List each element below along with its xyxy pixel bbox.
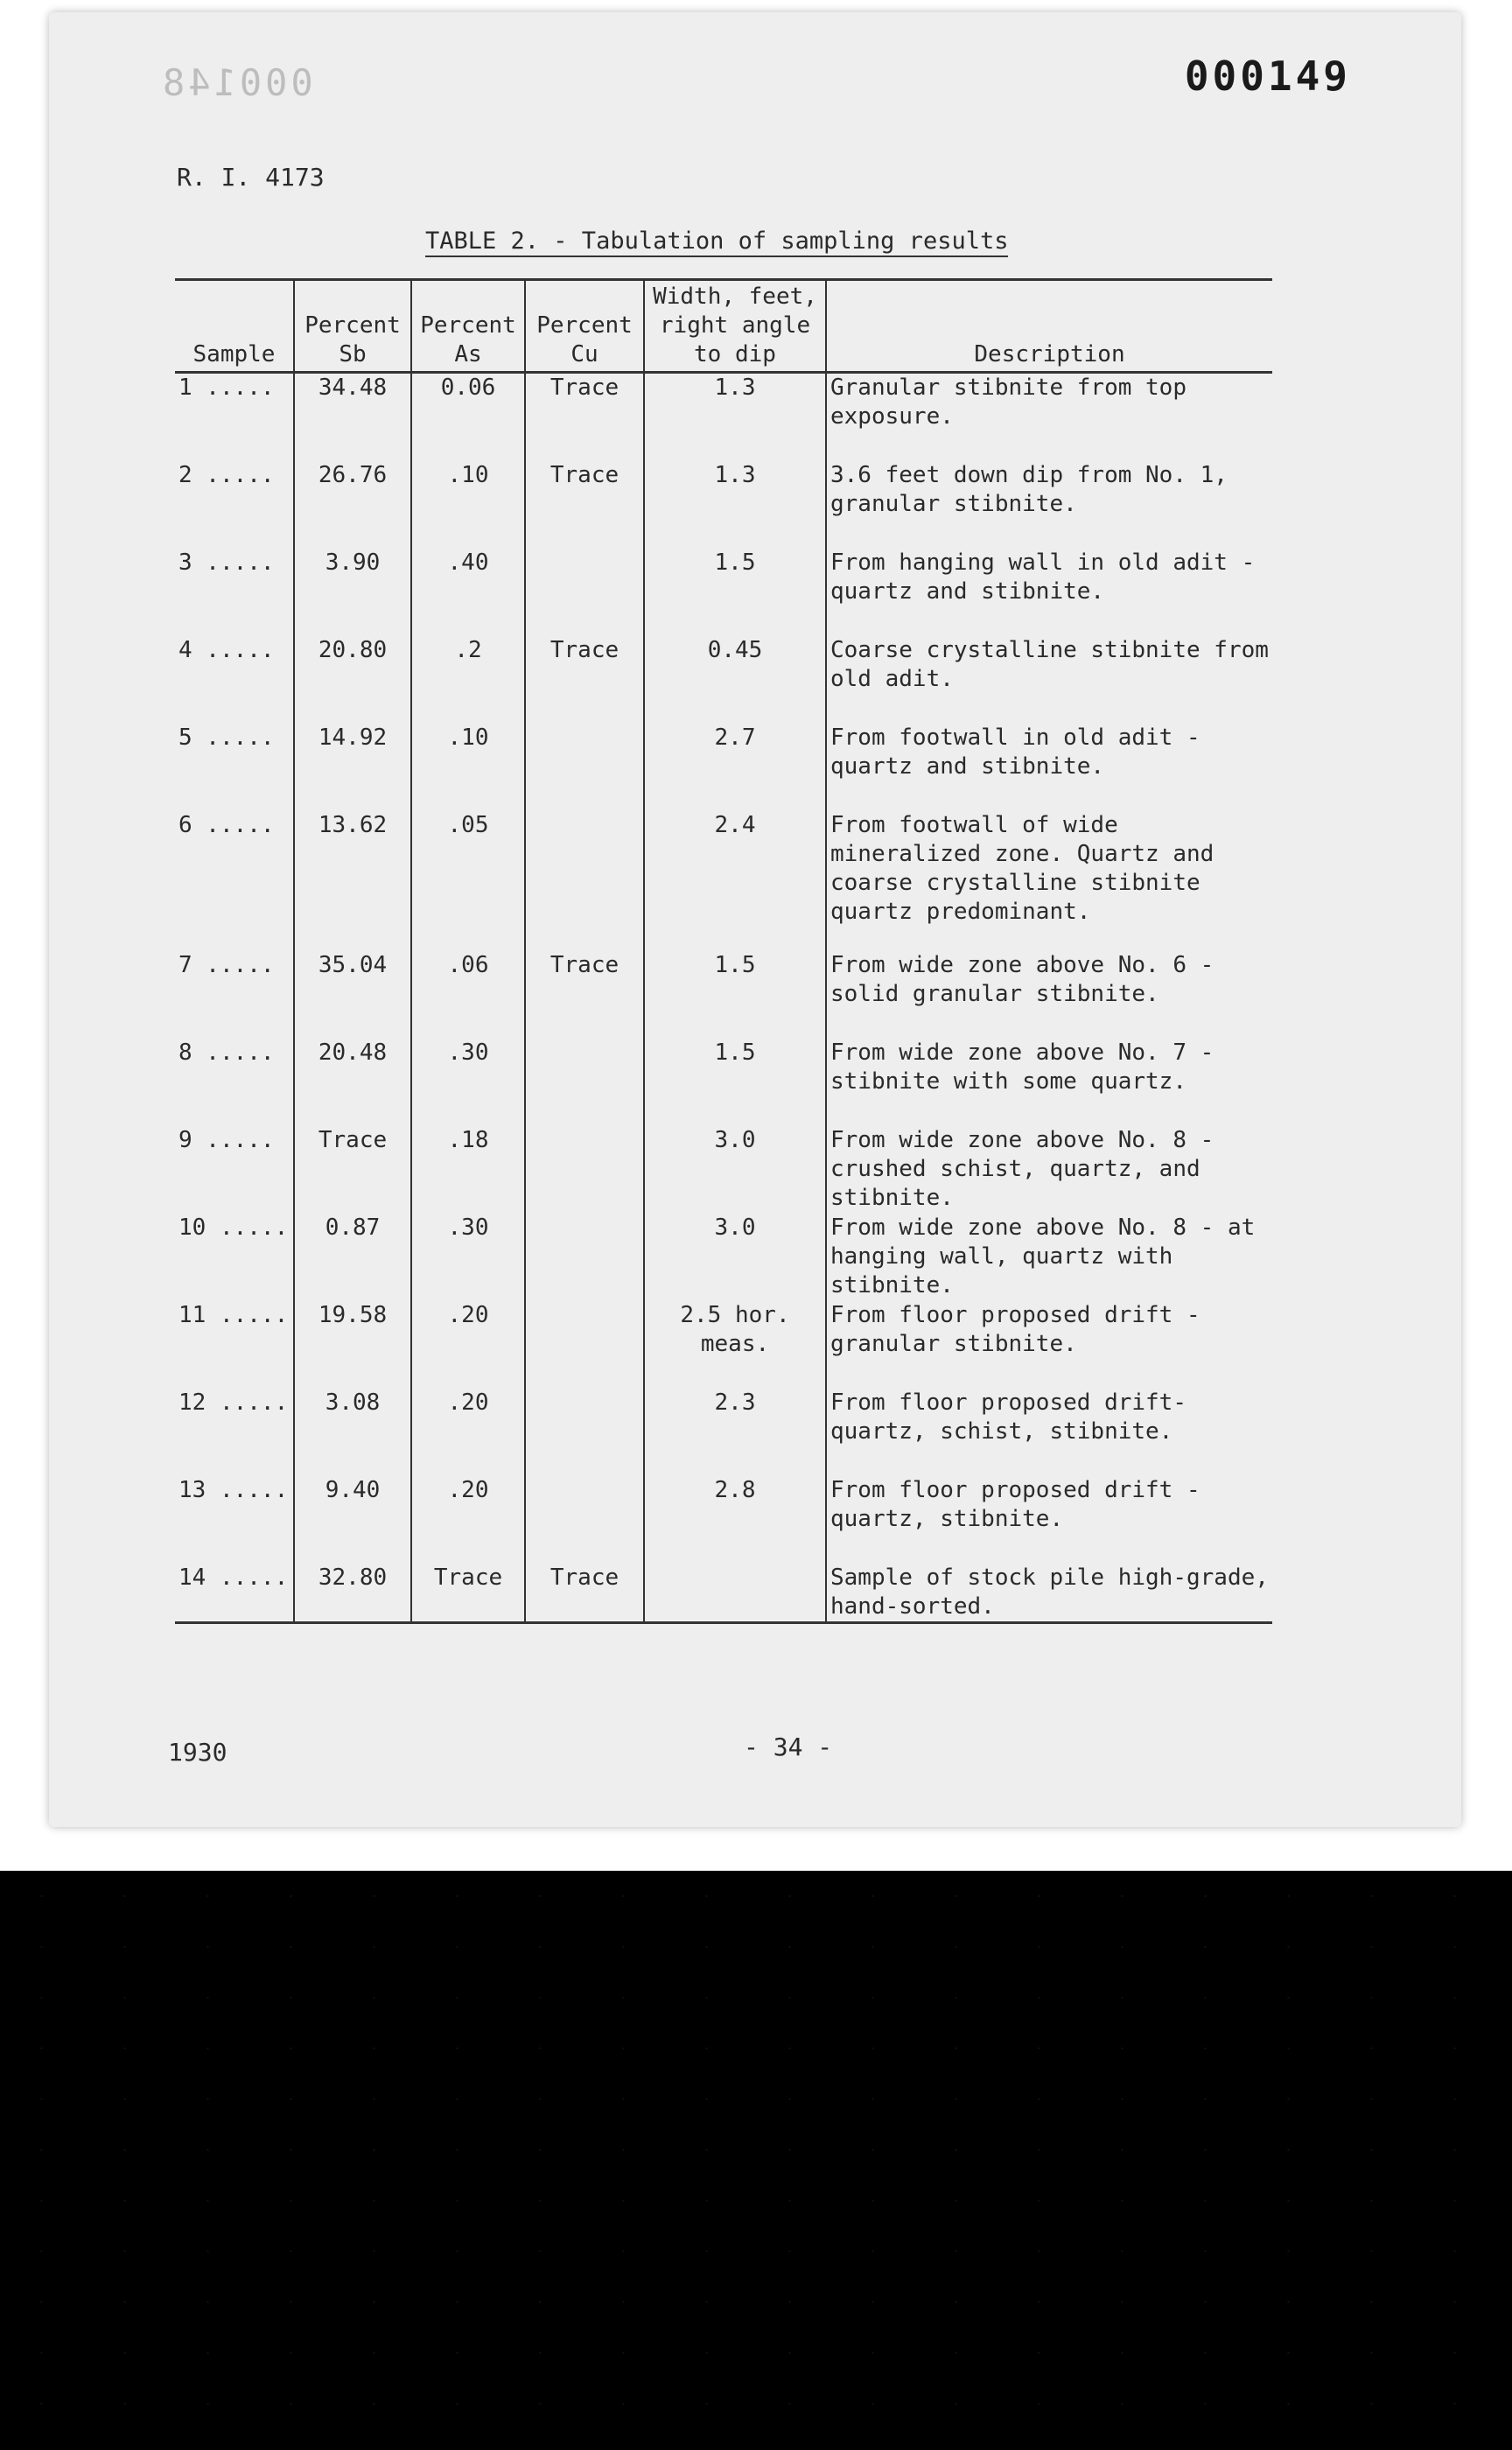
cell-cu bbox=[525, 549, 644, 636]
cell-cu bbox=[525, 724, 644, 811]
cell-as: .06 bbox=[411, 951, 525, 1039]
document-number: 000149 bbox=[1184, 52, 1351, 100]
report-id: R. I. 4173 bbox=[177, 163, 325, 192]
cell-width: 2.7 bbox=[644, 724, 826, 811]
cell-sb: 14.92 bbox=[294, 724, 411, 811]
cell-as: .30 bbox=[411, 1214, 525, 1301]
table-row bbox=[175, 373, 1272, 462]
cell-cu: Trace bbox=[525, 461, 644, 549]
cell-cu: Trace bbox=[525, 636, 644, 724]
cell-width: 2.3 bbox=[644, 1389, 826, 1476]
cell-width bbox=[644, 1564, 826, 1623]
empty-background bbox=[0, 1871, 1512, 2450]
cell-width: 1.5 bbox=[644, 1039, 826, 1126]
cell-width: 3.0 bbox=[644, 1126, 826, 1214]
table-row bbox=[175, 1126, 1272, 1214]
sampling-results-table bbox=[175, 278, 1272, 1624]
cell-sample: 3 ..... bbox=[178, 550, 275, 576]
cell-width: 1.3 bbox=[644, 373, 826, 462]
cell-sample: 10 ..... bbox=[178, 1214, 289, 1241]
cell-description: From hanging wall in old adit - quartz and stibnite. bbox=[826, 549, 1272, 636]
table-row bbox=[175, 1564, 1272, 1623]
cell-as: .10 bbox=[411, 461, 525, 549]
cell-width: 2.4 bbox=[644, 811, 826, 951]
cell-sample: 6 ..... bbox=[178, 812, 275, 838]
cell-sample: 4 ..... bbox=[178, 637, 275, 663]
cell-sb: 9.40 bbox=[294, 1476, 411, 1564]
cell-sb: 26.76 bbox=[294, 461, 411, 549]
cell-width: 3.0 bbox=[644, 1214, 826, 1301]
table-row bbox=[175, 951, 1272, 1039]
table-row bbox=[175, 811, 1272, 951]
table-row bbox=[175, 1301, 1272, 1389]
table-row bbox=[175, 549, 1272, 636]
table-row bbox=[175, 1476, 1272, 1564]
cell-description: Granular stibnite from top exposure. bbox=[826, 373, 1272, 462]
cell-as: .20 bbox=[411, 1476, 525, 1564]
cell-sample: 5 ..... bbox=[178, 724, 275, 751]
cell-description: From floor proposed drift- quartz, schist, stibnite. bbox=[826, 1389, 1272, 1476]
header-width: Width, feet, right angle to dip bbox=[644, 280, 826, 373]
cell-as: Trace bbox=[411, 1564, 525, 1623]
cell-sample: 9 ..... bbox=[178, 1127, 275, 1153]
cell-sb: 32.80 bbox=[294, 1564, 411, 1623]
cell-description: From wide zone above No. 8 - at hanging wall, quartz with stibnite. bbox=[826, 1214, 1272, 1301]
cell-description: From floor proposed drift - quartz, stibnite. bbox=[826, 1476, 1272, 1564]
cell-as: .40 bbox=[411, 549, 525, 636]
cell-width: 1.5 bbox=[644, 951, 826, 1039]
cell-description: 3.6 feet down dip from No. 1, granular stibnite. bbox=[826, 461, 1272, 549]
cell-sb: 3.90 bbox=[294, 549, 411, 636]
cell-sample: 12 ..... bbox=[178, 1390, 289, 1416]
cell-as: .10 bbox=[411, 724, 525, 811]
cell-as: .30 bbox=[411, 1039, 525, 1126]
cell-sample: 7 ..... bbox=[178, 952, 275, 978]
cell-description: Coarse crystalline stibnite from old adit. bbox=[826, 636, 1272, 724]
cell-sb: 19.58 bbox=[294, 1301, 411, 1389]
cell-cu: Trace bbox=[525, 373, 644, 462]
cell-as: .05 bbox=[411, 811, 525, 951]
table-row bbox=[175, 636, 1272, 724]
header-sample: Sample bbox=[175, 280, 294, 373]
cell-sb: 35.04 bbox=[294, 951, 411, 1039]
cell-sample: 8 ..... bbox=[178, 1040, 275, 1066]
cell-as: .18 bbox=[411, 1126, 525, 1214]
cell-description: Sample of stock pile high-grade, hand-sorted. bbox=[826, 1564, 1272, 1623]
cell-description: From floor proposed drift - granular stibnite. bbox=[826, 1301, 1272, 1389]
cell-width: 2.8 bbox=[644, 1476, 826, 1564]
cell-cu bbox=[525, 1476, 644, 1564]
cell-cu bbox=[525, 1214, 644, 1301]
cell-description: From wide zone above No. 7 - stibnite with some quartz. bbox=[826, 1039, 1272, 1126]
cell-sb: Trace bbox=[294, 1126, 411, 1214]
table-row bbox=[175, 724, 1272, 811]
cell-sb: 3.08 bbox=[294, 1389, 411, 1476]
ghost-page-number: 000148 bbox=[159, 61, 313, 104]
cell-sample: 14 ..... bbox=[175, 1564, 294, 1623]
cell-sb: 20.48 bbox=[294, 1039, 411, 1126]
table-title: TABLE 2. - Tabulation of sampling results bbox=[425, 228, 1008, 257]
cell-cu: Trace bbox=[525, 1564, 644, 1623]
table-row bbox=[175, 461, 1272, 549]
cell-description: From footwall in old adit - quartz and stibnite. bbox=[826, 724, 1272, 811]
cell-description: From footwall of wide mineralized zone. Quartz and coarse crystalline stibnite quartz predominant. bbox=[826, 811, 1272, 951]
cell-sb: 13.62 bbox=[294, 811, 411, 951]
footer-year: 1930 bbox=[168, 1738, 228, 1767]
header-percent-cu: Percent Cu bbox=[525, 280, 644, 373]
cell-sb: 20.80 bbox=[294, 636, 411, 724]
cell-sample: 2 ..... bbox=[178, 462, 275, 488]
table-row bbox=[175, 1039, 1272, 1126]
table-row bbox=[175, 1389, 1272, 1476]
header-percent-sb: Percent Sb bbox=[294, 280, 411, 373]
table-header-row bbox=[175, 280, 1272, 373]
cell-sample: 1 ..... bbox=[178, 374, 275, 401]
cell-as: .2 bbox=[411, 636, 525, 724]
cell-cu bbox=[525, 1301, 644, 1389]
header-percent-as: Percent As bbox=[411, 280, 525, 373]
cell-description: From wide zone above No. 8 - crushed schist, quartz, and stibnite. bbox=[826, 1126, 1272, 1214]
cell-sb: 34.48 bbox=[294, 373, 411, 462]
cell-description: From wide zone above No. 6 - solid granular stibnite. bbox=[826, 951, 1272, 1039]
cell-sample: 11 ..... bbox=[178, 1302, 289, 1328]
cell-as: .20 bbox=[411, 1301, 525, 1389]
cell-width: 1.5 bbox=[644, 549, 826, 636]
cell-as: .20 bbox=[411, 1389, 525, 1476]
cell-cu bbox=[525, 1126, 644, 1214]
cell-width: 0.45 bbox=[644, 636, 826, 724]
cell-width: 2.5 hor. meas. bbox=[644, 1301, 826, 1389]
cell-cu: Trace bbox=[525, 951, 644, 1039]
cell-sb: 0.87 bbox=[294, 1214, 411, 1301]
page-number: - 34 - bbox=[744, 1732, 833, 1761]
header-description: Description bbox=[826, 280, 1272, 373]
cell-cu bbox=[525, 1389, 644, 1476]
cell-as: 0.06 bbox=[411, 373, 525, 462]
document-page bbox=[49, 12, 1461, 1827]
cell-width: 1.3 bbox=[644, 461, 826, 549]
cell-cu bbox=[525, 811, 644, 951]
table-row bbox=[175, 1214, 1272, 1301]
cell-cu bbox=[525, 1039, 644, 1126]
cell-sample: 13 ..... bbox=[178, 1477, 289, 1503]
